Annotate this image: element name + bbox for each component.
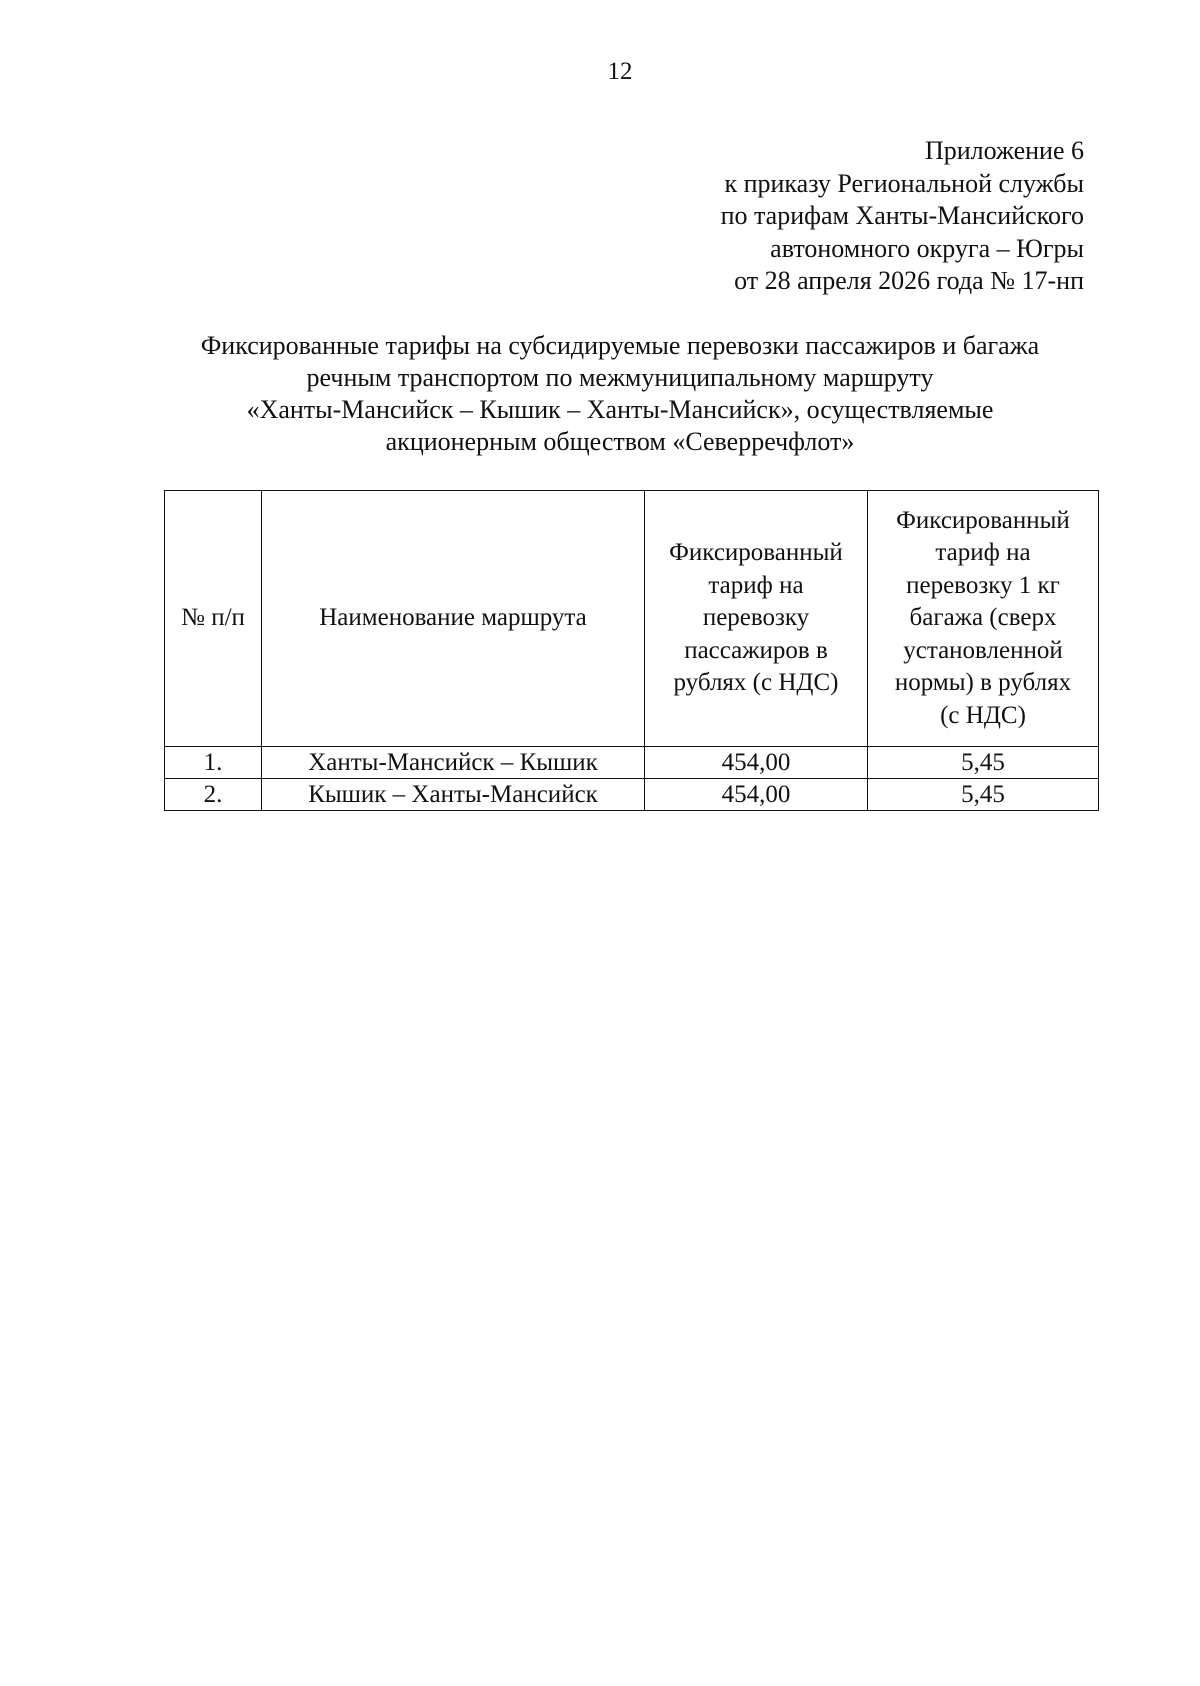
header-line: рублях (с НДС) — [673, 669, 839, 697]
cell-num: 2. — [165, 779, 262, 811]
title-line: «Ханты-Мансийск – Кышик – Ханты-Мансийск», осуществляемые — [246, 395, 994, 424]
cell-baggage-tariff: 5,45 — [868, 747, 1099, 779]
table-row — [165, 747, 1099, 779]
title-line: акционерным обществом «Северречфлот» — [385, 427, 855, 456]
title-line: Фиксированные тарифы на субсидируемые перевозки пассажиров и багажа — [200, 331, 1040, 360]
header-num: № п/п — [165, 491, 262, 747]
cell-route: Ханты-Мансийск – Кышик — [262, 747, 645, 779]
header-line: багажа (сверх — [909, 604, 1057, 632]
appendix-line: от 28 апреля 2026 года № 17-нп — [734, 266, 1084, 295]
header-baggage-tariff — [868, 491, 1099, 747]
header-line: тариф на — [935, 539, 1031, 567]
document-title — [120, 330, 1120, 458]
header-line: Фиксированный — [669, 539, 843, 567]
cell-passenger-tariff: 454,00 — [645, 779, 868, 811]
cell-passenger-tariff: 454,00 — [645, 747, 868, 779]
table-header-row — [165, 491, 1099, 747]
appendix-line: по тарифам Ханты-Мансийского — [720, 201, 1084, 230]
header-line: перевозку — [702, 604, 810, 632]
appendix-line: автономного округа – Югры — [770, 233, 1084, 263]
header-line: (с НДС) — [940, 701, 1026, 729]
cell-route: Кышик – Ханты-Мансийск — [262, 779, 645, 811]
header-line: тариф на — [708, 571, 804, 599]
header-route: Наименование маршрута — [262, 491, 645, 747]
cell-baggage-tariff: 5,45 — [868, 779, 1099, 811]
header-line: установленной — [903, 636, 1063, 664]
header-passenger-tariff — [645, 491, 868, 747]
tariffs-table — [164, 490, 1099, 811]
header-line: пассажиров в — [684, 636, 828, 664]
appendix-line: к приказу Региональной службы — [724, 168, 1084, 198]
title-line: речным транспортом по межмуниципальному маршруту — [306, 363, 934, 392]
table-row — [165, 779, 1099, 811]
header-line: Фиксированный — [896, 506, 1070, 534]
page-number: 12 — [607, 58, 633, 85]
header-line: нормы) в рублях — [894, 669, 1072, 697]
appendix-header — [721, 135, 1084, 298]
header-line: перевозку 1 кг — [906, 571, 1060, 599]
appendix-line: Приложение 6 — [924, 136, 1084, 165]
cell-num: 1. — [165, 747, 262, 779]
